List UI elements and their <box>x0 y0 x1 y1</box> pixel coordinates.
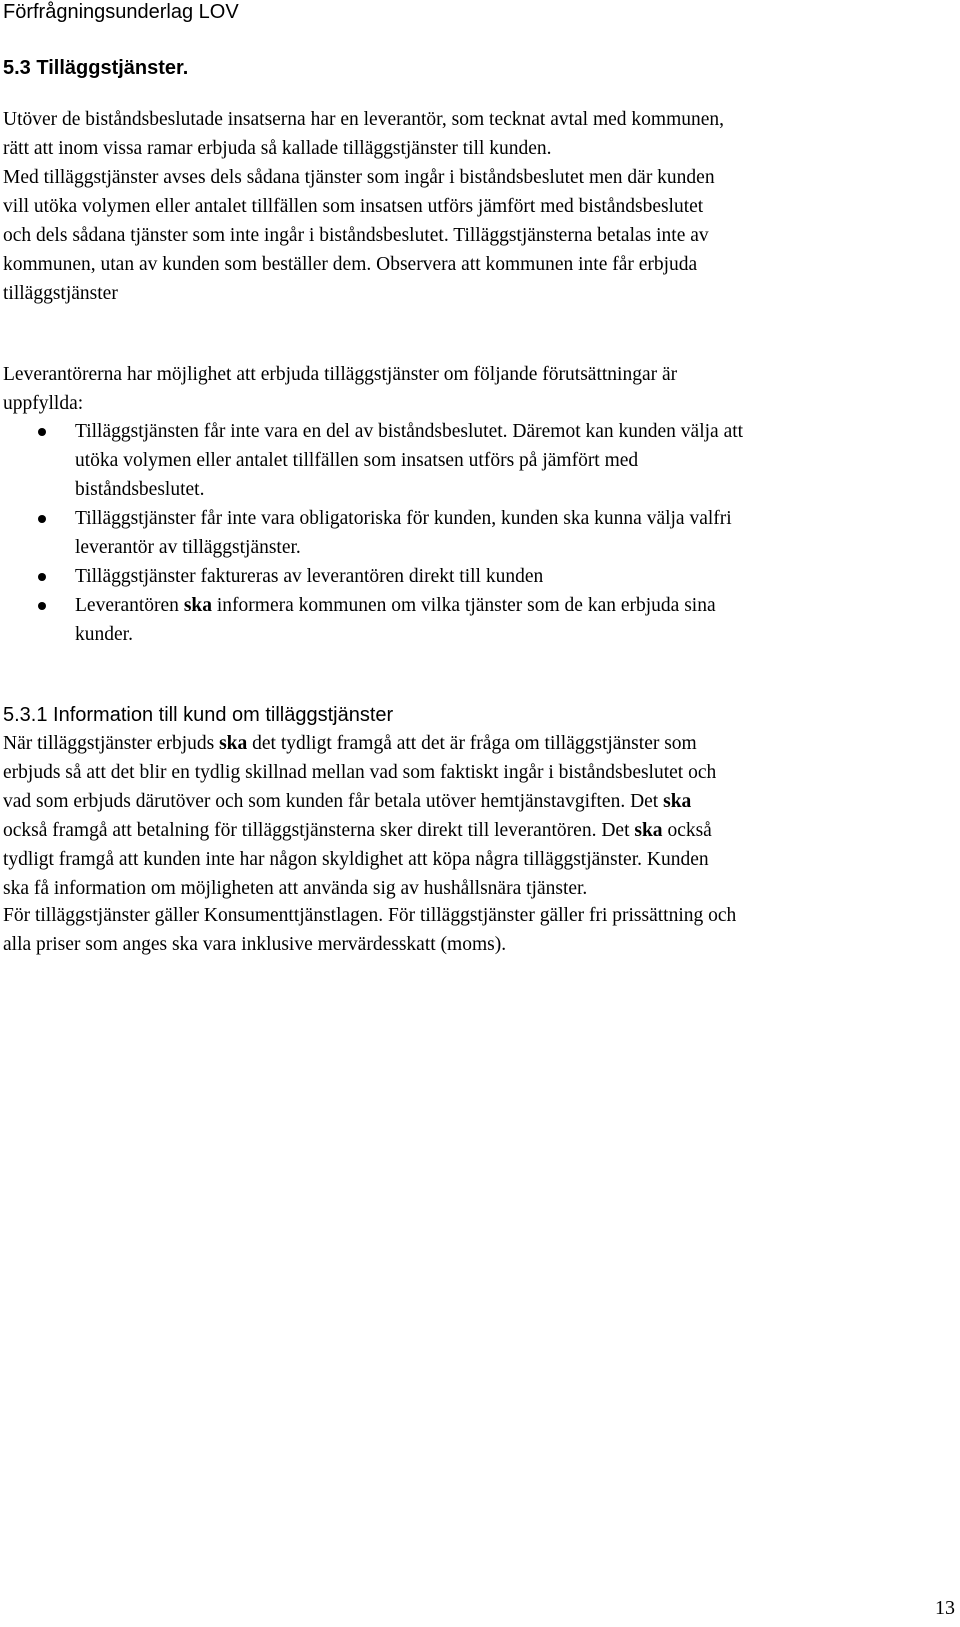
intro-line: kommunen, utan av kunden som beställer dem. Observera att kommunen inte får erbjuda <box>3 254 698 275</box>
paragraph-text: det tydligt framgå att det är fråga om tilläggstjänster som <box>247 733 697 754</box>
bullet-icon <box>38 602 46 610</box>
intro-line: vill utöka volymen eller antalet tillfällen som insatsen utförs jämfört med biståndsbeslutet <box>3 196 704 217</box>
paragraph-text: också framgå att betalning för tilläggstjänsterna sker direkt till leverantören. Det <box>3 820 635 841</box>
intro-line: Utöver de biståndsbeslutade insatserna har en leverantör, som tecknat avtal med kommunen, <box>3 109 725 130</box>
bullet-icon <box>38 428 46 436</box>
bullet-line: biståndsbeslutet. <box>75 479 205 500</box>
emphasis-text: ska <box>634 820 663 841</box>
bullet-line: kunder. <box>75 624 133 645</box>
conditions-line: Leverantörerna har möjlighet att erbjuda tilläggstjänster om följande förutsättningar är <box>3 364 678 385</box>
bullet-line: Tilläggstjänsten får inte vara en del av biståndsbeslutet. Däremot kan kunden välja att <box>75 421 744 442</box>
bullet-icon <box>38 515 46 523</box>
emphasis-text: ska <box>663 791 692 812</box>
paragraph-line: erbjuds så att det blir en tydlig skillnad mellan vad som faktiskt ingår i biståndsbeslutet och <box>3 762 717 783</box>
paragraph-line <box>3 731 697 757</box>
paragraph-line: tydligt framgå att kunden inte har någon skyldighet att köpa några tilläggstjänster. Kunden <box>3 849 709 870</box>
running-header: Förfrågningsunderlag LOV <box>3 1 239 23</box>
bullet-line <box>75 593 716 619</box>
page-number: 13 <box>935 1597 955 1619</box>
intro-line: Med tilläggstjänster avses dels sådana tjänster som ingår i biståndsbeslutet men där kunden <box>3 167 715 188</box>
paragraph-text: När tilläggstjänster erbjuds <box>3 733 220 754</box>
paragraph-line: alla priser som anges ska vara inklusive mervärdesskatt (moms). <box>3 934 507 955</box>
bullet-line: utöka volymen eller antalet tillfällen som insatsen utförs på jämfört med <box>75 450 639 471</box>
bullet-line: leverantör av tilläggstjänster. <box>75 537 301 558</box>
bullet-text: Leverantören <box>75 595 184 616</box>
emphasis-text: ska <box>183 595 212 616</box>
paragraph-text: också <box>662 820 712 841</box>
bullet-line: Tilläggstjänster faktureras av leverantören direkt till kunden <box>75 566 544 587</box>
paragraph-line: För tilläggstjänster gäller Konsumenttjänstlagen. För tilläggstjänster gäller fri prissättning och <box>3 905 737 926</box>
paragraph-line <box>3 789 691 815</box>
conditions-line: uppfyllda: <box>3 393 84 414</box>
bullet-icon <box>38 573 46 581</box>
emphasis-text: ska <box>219 733 248 754</box>
paragraph-text: vad som erbjuds därutöver och som kunden får betala utöver hemtjänstavgiften. Det <box>3 791 664 812</box>
paragraph-line <box>3 818 712 844</box>
subsection-heading: 5.3.1 Information till kund om tilläggstjänster <box>3 704 394 726</box>
intro-line: rätt att inom vissa ramar erbjuda så kallade tilläggstjänster till kunden. <box>3 138 552 159</box>
bullet-line: Tilläggstjänster får inte vara obligatoriska för kunden, kunden ska kunna välja valfri <box>75 508 732 529</box>
bullet-text: informera kommunen om vilka tjänster som de kan erbjuda sina <box>212 595 716 616</box>
intro-line: tilläggstjänster <box>3 283 118 304</box>
section-heading: 5.3 Tilläggstjänster. <box>3 57 189 79</box>
intro-line: och dels sådana tjänster som inte ingår i biståndsbeslutet. Tilläggstjänsterna betalas inte av <box>3 225 709 246</box>
paragraph-line: ska få information om möjligheten att använda sig av hushållsnära tjänster. <box>3 878 588 899</box>
